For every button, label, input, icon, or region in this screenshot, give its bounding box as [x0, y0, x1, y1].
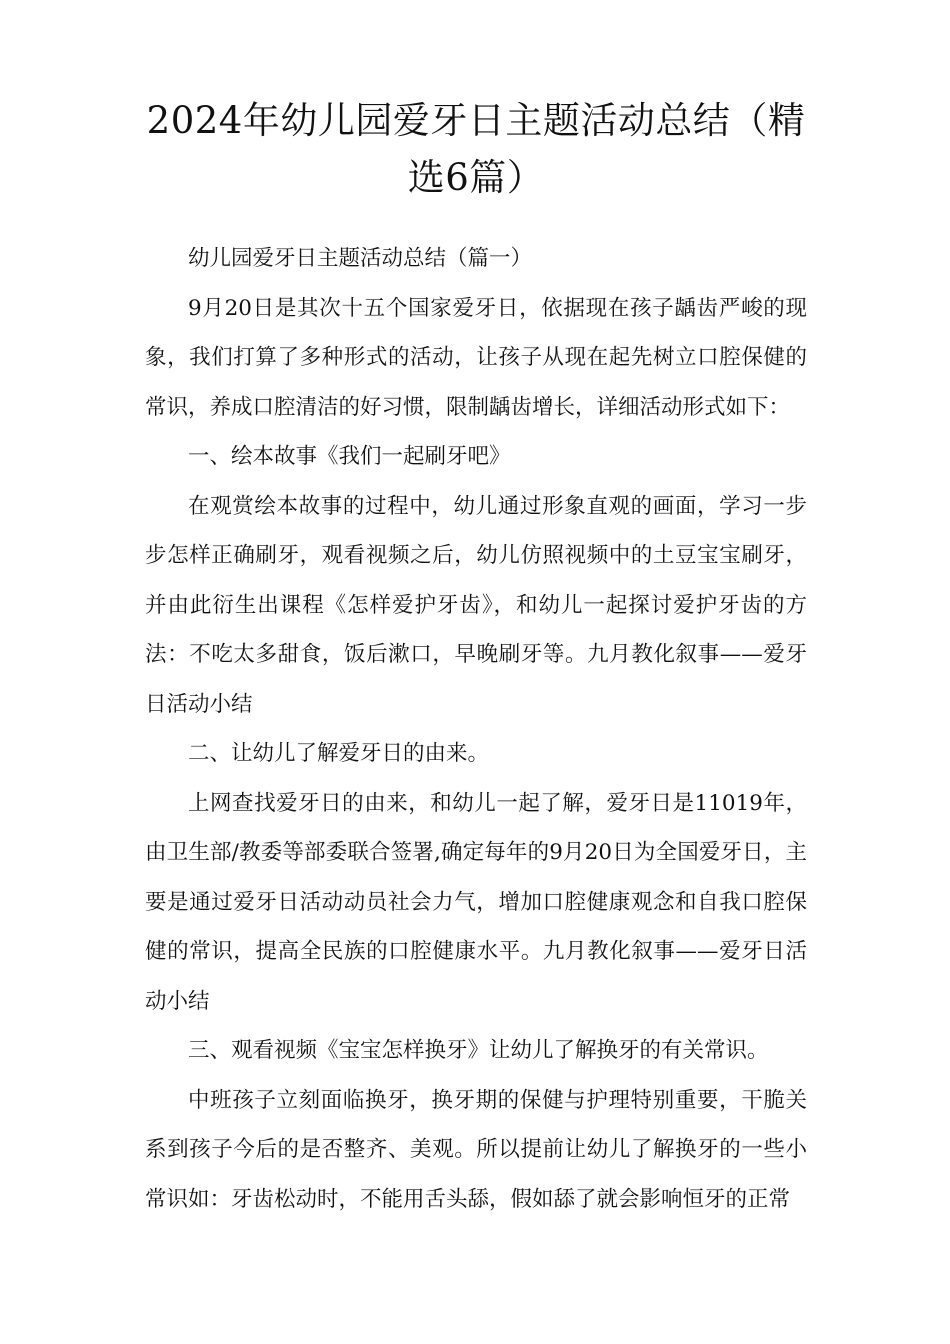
section-heading: 一、绘本故事《我们一起刷牙吧》: [188, 444, 511, 469]
body-paragraph: 在观赏绘本故事的过程中，幼儿通过形象直观的画面，学习一步步怎样正确刷牙，观看视频之后，幼儿仿照视频中的土豆宝宝刷牙，并由此衍生出课程《怎样爱护牙齿》，和幼儿一起探讨爱护牙齿的方法：不吃太多甜食，饭后漱口，早晚刷牙等。九月教化叙事——爱牙日活动小结: [145, 493, 807, 717]
document-title: 2024年幼儿园爱牙日主题活动总结（精选6篇）: [146, 99, 806, 199]
document-page: [145, 92, 807, 1224]
section-heading: 二、让幼儿了解爱牙日的由来。: [188, 741, 490, 766]
section-heading: 三、观看视频《宝宝怎样换牙》让幼儿了解换牙的有关常识。: [188, 1038, 769, 1063]
body-paragraph: 上网查找爱牙日的由来，和幼儿一起了解，爱牙日是11019年，由卫生部/教委等部委联合签署,确定每年的9月20日为全国爱牙日，主要是通过爱牙日活动动员社会力气，增加口腔健康观念和自我口腔保健的常识，提高全民族的口腔健康水平。九月教化叙事——爱牙日活动小结: [145, 790, 807, 1014]
section-heading-part-one: 幼儿园爱牙日主题活动总结（篇一）: [188, 246, 533, 271]
body-paragraph: 9月20日是其次十五个国家爱牙日，依据现在孩子龋齿严峻的现象，我们打算了多种形式的活动，让孩子从现在起先树立口腔保健的常识，养成口腔清洁的好习惯，限制龋齿增长，详细活动形式如下：: [145, 295, 807, 420]
body-paragraph: 中班孩子立刻面临换牙，换牙期的保健与护理特别重要，干脆关系到孩子今后的是否整齐、美观。所以提前让幼儿了解换牙的一些小常识如：牙齿松动时，不能用舌头舔，假如舔了就会影响恒牙的正常: [145, 1087, 807, 1212]
